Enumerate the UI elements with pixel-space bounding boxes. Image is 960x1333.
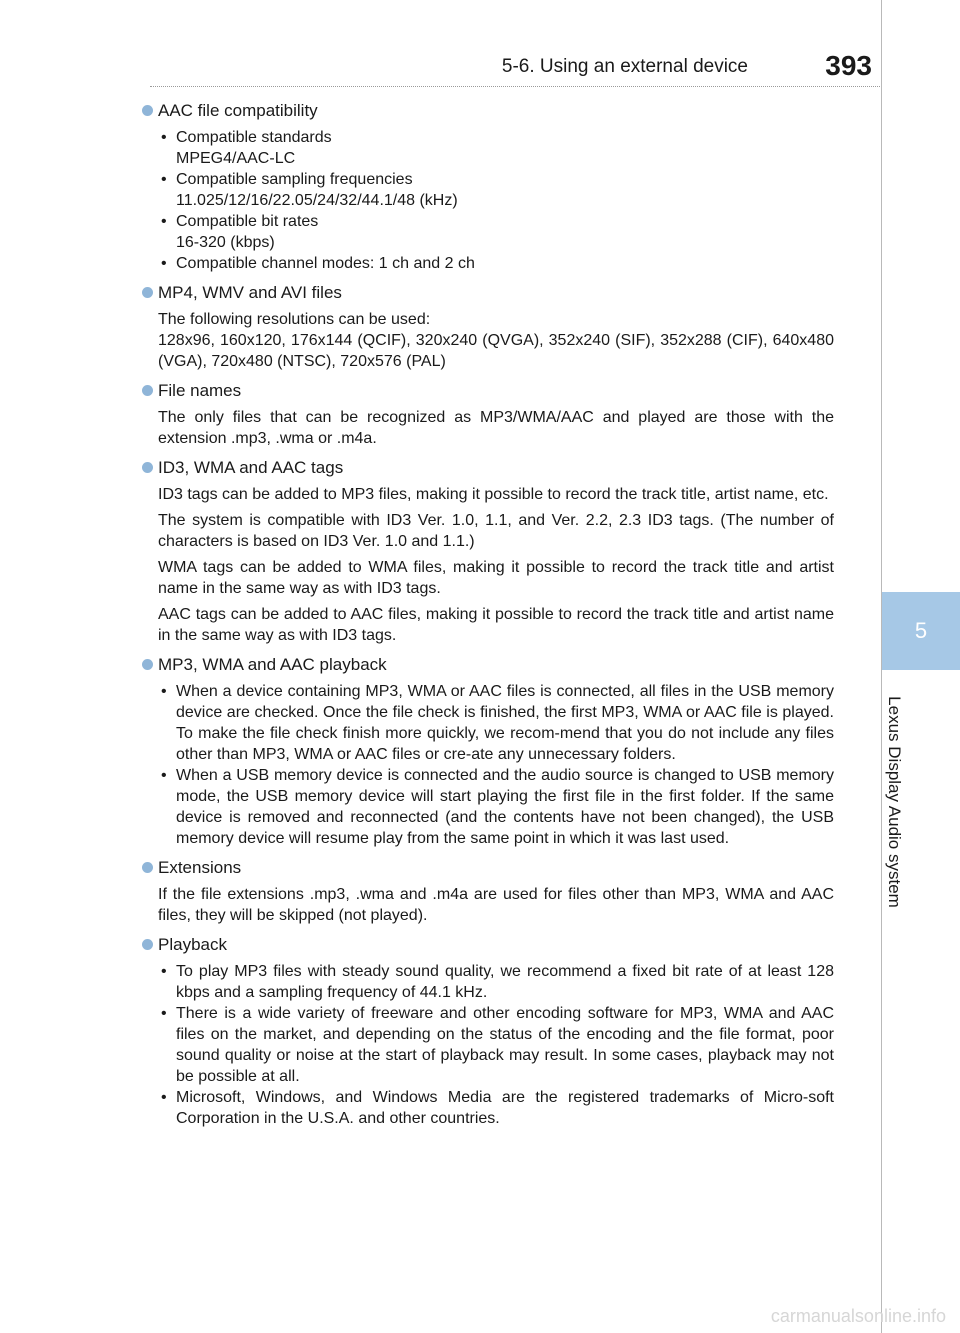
bullet-circle-icon bbox=[142, 385, 153, 396]
heading-text: MP3, WMA and AAC playback bbox=[158, 655, 387, 674]
paragraph: ID3 tags can be added to MP3 files, making it possible to record the track title, artist name, etc. bbox=[158, 486, 829, 503]
section bbox=[140, 380, 834, 449]
list-item bbox=[158, 127, 834, 169]
section-heading bbox=[140, 282, 834, 304]
bullet-dot-icon: • bbox=[161, 255, 167, 272]
page-number: 393 bbox=[825, 50, 872, 81]
paragraph: The following resolutions can be used: 128x96, 160x120, 176x144 (QCIF), 320x240 (QVGA), 352x240 (SIF), 352x288 (CIF), 640x480 (VGA), 720x480 (NTSC), 720x576 (PAL) bbox=[158, 311, 834, 370]
main-content bbox=[140, 100, 834, 1137]
section-heading bbox=[140, 654, 834, 676]
heading-text: Extensions bbox=[158, 858, 242, 877]
bullet-circle-icon bbox=[142, 659, 153, 670]
chapter-title: Lexus Display Audio system bbox=[885, 696, 904, 908]
page-header bbox=[0, 52, 960, 86]
section-title: 5-6. Using an external device bbox=[501, 56, 748, 77]
bullet-dot-icon: • bbox=[161, 171, 167, 188]
paragraph: The only files that can be recognized as MP3/WMA/AAC and played are those with the extension .mp3, .wma or .m4a. bbox=[158, 409, 834, 447]
section-heading bbox=[140, 380, 834, 402]
paragraph: AAC tags can be added to AAC files, making it possible to record the track title and artist name in the same way as with ID3 tags. bbox=[158, 606, 834, 644]
list-item bbox=[158, 1003, 834, 1087]
header-divider bbox=[150, 86, 880, 87]
list-item bbox=[158, 961, 834, 1003]
heading-text: Playback bbox=[158, 935, 227, 954]
bullet-circle-icon bbox=[142, 862, 153, 873]
section bbox=[140, 457, 834, 646]
paragraph: The system is compatible with ID3 Ver. 1.0, 1.1, and Ver. 2.2, 2.3 ID3 tags. (The number of characters is based on ID3 Ver. 1.0 and 1.1.) bbox=[158, 512, 834, 550]
section-heading bbox=[140, 857, 834, 879]
section bbox=[140, 857, 834, 926]
section bbox=[140, 100, 834, 274]
list-item-text: Compatible channel modes: 1 ch and 2 ch bbox=[176, 255, 475, 272]
chapter-number: 5 bbox=[914, 618, 928, 643]
list-item-text: Compatible sampling frequencies 11.025/12/16/22.05/24/32/44.1/48 (kHz) bbox=[176, 171, 458, 209]
heading-text: File names bbox=[158, 381, 242, 400]
bullet-dot-icon: • bbox=[161, 1005, 167, 1022]
bullet-dot-icon: • bbox=[161, 1089, 167, 1106]
list-item-text: When a device containing MP3, WMA or AAC files is connected, all files in the USB memory device are checked. Once the file check is finished, the first MP3, WMA or AAC file is played. To make the file check finish more quickly, we recom-mend that you do not include any files other than MP3, WMA or AAC files or cre-ate any unnecessary folders. bbox=[176, 683, 834, 763]
bullet-dot-icon: • bbox=[161, 963, 167, 980]
paragraph: WMA tags can be added to WMA files, making it possible to record the track title and artist name in the same way as with ID3 tags. bbox=[158, 559, 834, 597]
section bbox=[140, 934, 834, 1129]
bullet-dot-icon: • bbox=[161, 213, 167, 230]
list-item bbox=[158, 765, 834, 849]
bullet-circle-icon bbox=[142, 105, 153, 116]
paragraph: If the file extensions .mp3, .wma and .m4a are used for files other than MP3, WMA and AAC files, they will be skipped (not played). bbox=[158, 886, 834, 924]
list-item-text: Compatible standards MPEG4/AAC-LC bbox=[176, 129, 332, 167]
list-item-text: To play MP3 files with steady sound quality, we recommend a fixed bit rate of at least 128 kbps and a sampling frequency of 44.1 kHz. bbox=[176, 963, 834, 1001]
list-item-text: When a USB memory device is connected and the audio source is changed to USB memory mode, the USB memory device will start playing the first file in the first folder. If the same device is removed and reconnected (and the contents have not been changed), the USB memory device will resume play from the same point in which it was last used. bbox=[176, 767, 834, 847]
section bbox=[140, 654, 834, 849]
heading-text: ID3, WMA and AAC tags bbox=[158, 458, 344, 477]
list-item bbox=[158, 211, 834, 253]
section-heading bbox=[140, 457, 834, 479]
watermark: carmanualsonline.info bbox=[770, 1306, 946, 1326]
section-heading bbox=[140, 934, 834, 956]
bullet-dot-icon: • bbox=[161, 683, 167, 700]
list-item bbox=[158, 169, 834, 211]
list-item bbox=[158, 1087, 834, 1129]
list-item bbox=[158, 681, 834, 765]
heading-text: MP4, WMV and AVI files bbox=[158, 283, 342, 302]
bullet-circle-icon bbox=[142, 287, 153, 298]
section bbox=[140, 282, 834, 372]
chapter-tab bbox=[882, 592, 960, 670]
bullet-dot-icon: • bbox=[161, 767, 167, 784]
bullet-circle-icon bbox=[142, 462, 153, 473]
list-item-text: Compatible bit rates 16-320 (kbps) bbox=[176, 213, 319, 251]
list-item bbox=[158, 253, 834, 274]
section-heading bbox=[140, 100, 834, 122]
bullet-dot-icon: • bbox=[161, 129, 167, 146]
heading-text: AAC file compatibility bbox=[158, 101, 318, 120]
bullet-circle-icon bbox=[142, 939, 153, 950]
list-item-text: Microsoft, Windows, and Windows Media are the registered trademarks of Micro-soft Corporation in the U.S.A. and other countries. bbox=[176, 1089, 834, 1127]
list-item-text: There is a wide variety of freeware and other encoding software for MP3, WMA and AAC files on the market, and depending on the status of the encoding and the file format, poor sound quality or noise at the start of playback may result. In some cases, playback may not be possible at all. bbox=[176, 1005, 834, 1085]
